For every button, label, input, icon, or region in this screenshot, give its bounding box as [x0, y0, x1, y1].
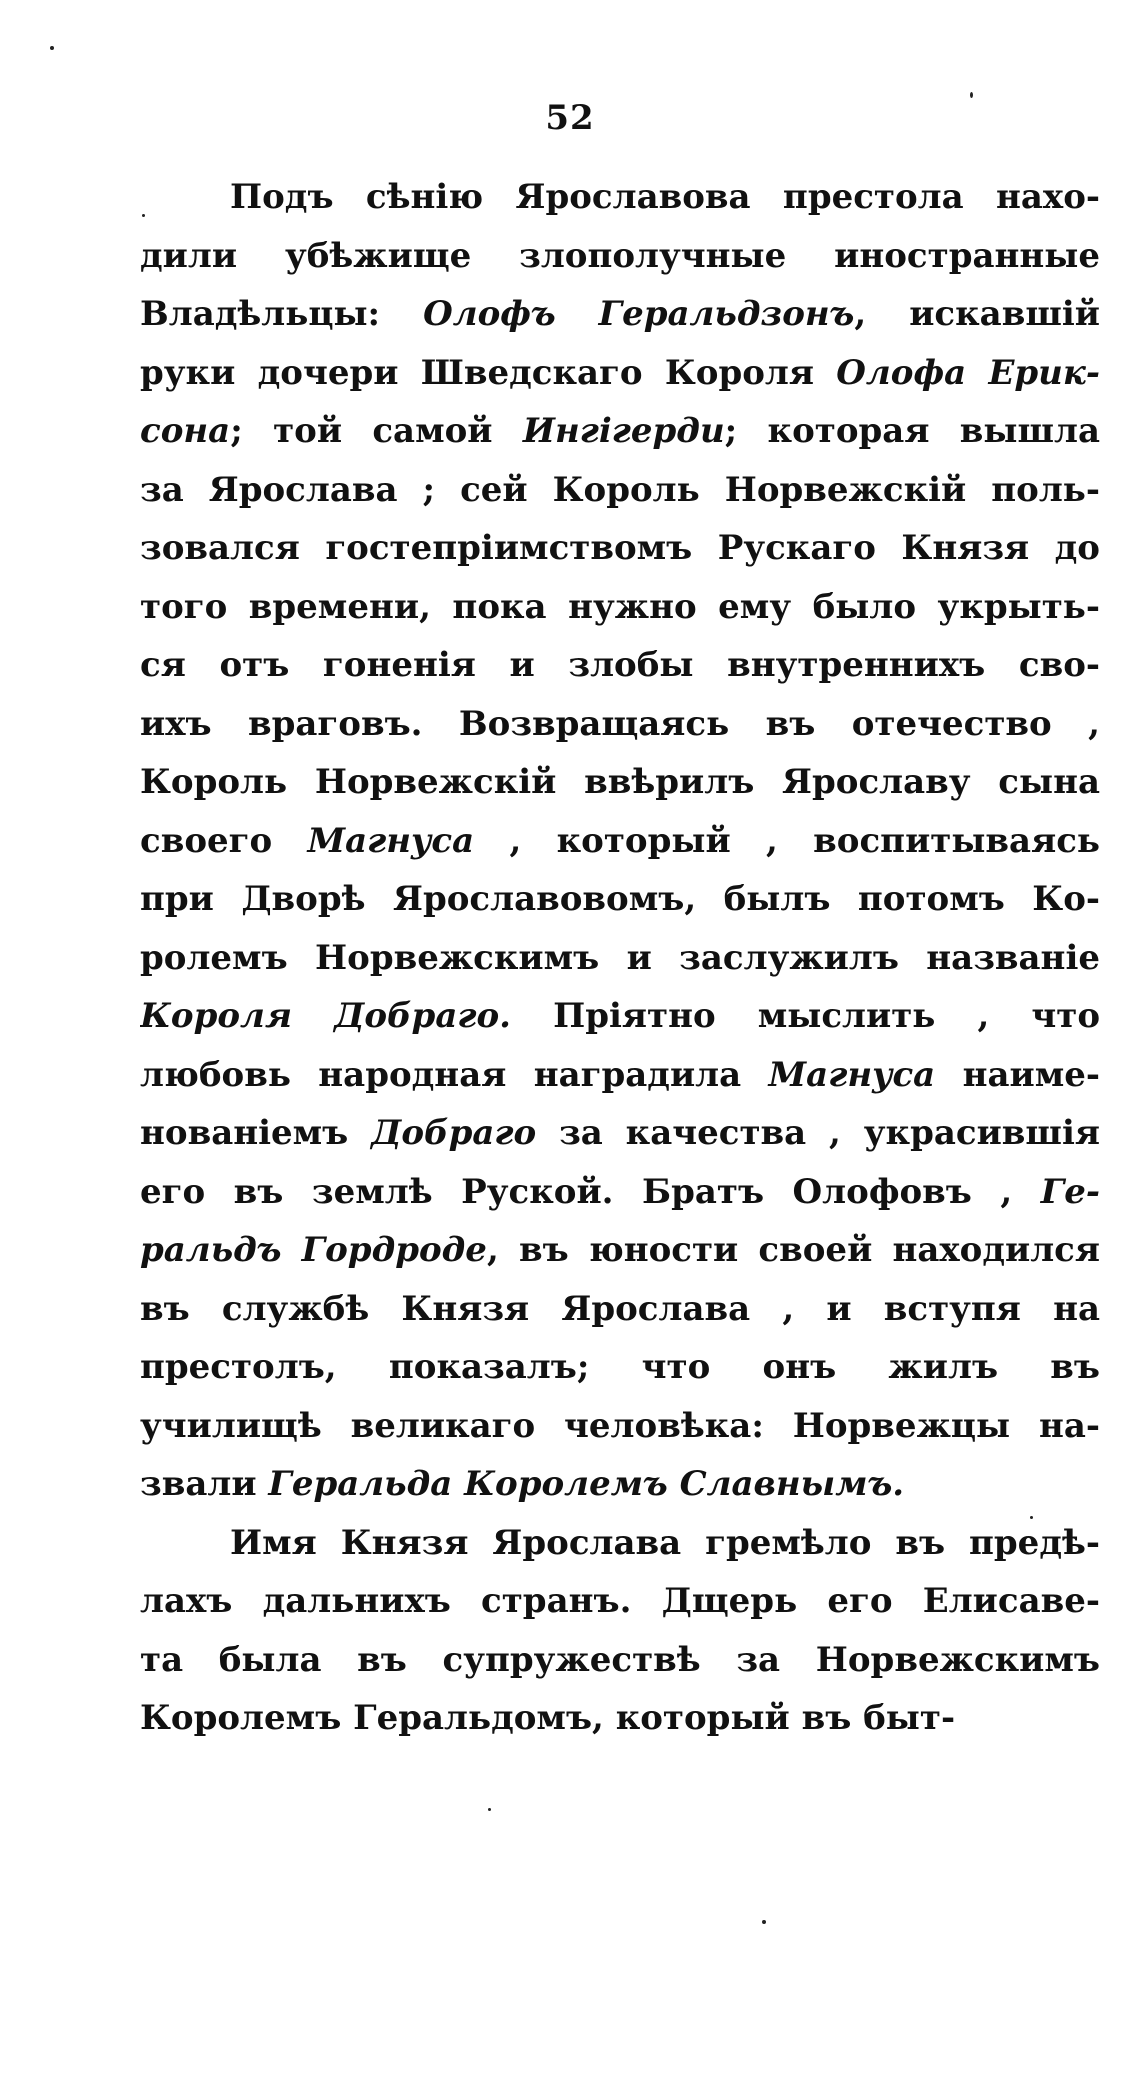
text-segment: своего: [140, 820, 308, 861]
scan-speck: [142, 214, 145, 217]
text-segment: , искавшій: [854, 294, 1100, 334]
text-segment: ролемъ Норвежскимъ и заслужилъ названіе: [140, 937, 1100, 978]
text-line: [140, 1631, 1100, 1690]
text-line: [140, 1689, 1100, 1748]
text-segment: , который , воспитываясь: [474, 820, 1100, 861]
text-line: [140, 1338, 1100, 1397]
text-segment: Королемъ Геральдомъ, который въ быт-: [140, 1698, 956, 1738]
text-line: [140, 812, 1100, 871]
text-segment: за качества , украсившія: [536, 1113, 1100, 1153]
italic-name: Магнуса: [768, 1054, 936, 1095]
text-segment: лахъ дальнихъ странъ. Дщерь его Елисаве-: [140, 1581, 1100, 1621]
italic-name: Ингігерди: [522, 411, 725, 451]
text-segment: за Ярослава ; сей Король Норвежскій поль-: [140, 469, 1100, 510]
italic-name: ральдъ Гордроде: [140, 1230, 487, 1270]
text-segment: любовь народная наградила: [140, 1054, 769, 1095]
text-segment: въ службѣ Князя Ярослава , и вступя на: [140, 1288, 1100, 1329]
scan-speck: [970, 92, 973, 98]
italic-name: Олофъ Геральдзонъ: [423, 294, 855, 334]
text-line: [140, 695, 1100, 754]
scan-speck: [1030, 1516, 1033, 1519]
scan-speck: [50, 46, 54, 50]
text-segment: ; которая вышла: [724, 411, 1100, 451]
text-line: [140, 1397, 1100, 1456]
scan-speck: [488, 1808, 491, 1811]
text-segment: ; той самой: [230, 411, 523, 451]
text-segment: зовался гостепріимствомъ Рускаго Князя до: [140, 528, 1100, 568]
text-line: [140, 987, 1100, 1046]
text-line: [140, 1572, 1100, 1631]
text-line: [140, 1163, 1100, 1222]
text-line: [140, 1280, 1100, 1339]
text-line: [140, 168, 1100, 227]
text-line: [140, 519, 1100, 578]
text-segment: наиме-: [935, 1054, 1100, 1095]
text-segment: ихъ враговъ. Возвращаясь въ отечество ,: [140, 703, 1100, 744]
text-line: [140, 1514, 1100, 1573]
text-line: [140, 1221, 1100, 1280]
text-line: [140, 636, 1100, 695]
text-line: [140, 227, 1100, 286]
scan-speck: [762, 1920, 766, 1924]
text-segment: руки дочери Шведскаго Короля: [140, 352, 837, 393]
text-segment: дили убѣжище злополучные иностранные: [140, 235, 1100, 276]
text-line: [140, 461, 1100, 520]
text-line: [140, 870, 1100, 929]
text-line: [140, 1455, 1100, 1514]
italic-name: сона: [140, 411, 231, 451]
text-line: [140, 929, 1100, 988]
text-line: [140, 285, 1100, 344]
text-segment: престолъ, показалъ; что онъ жилъ въ: [140, 1347, 1100, 1387]
text-segment: звали: [140, 1464, 269, 1504]
text-segment: , въ юности своей находился: [486, 1230, 1100, 1270]
page-number: 52: [545, 98, 595, 138]
text-segment: Владѣльцы:: [140, 294, 424, 334]
text-segment: Король Норвежскій ввѣрилъ Ярославу сына: [140, 762, 1100, 802]
text-segment: того времени, пока нужно ему было укрыть-: [140, 586, 1100, 627]
text-line: [140, 1046, 1100, 1105]
text-segment: ся отъ гоненія и злобы внутреннихъ сво-: [140, 645, 1100, 685]
text-line: [140, 578, 1100, 637]
text-line: [140, 344, 1100, 403]
text-segment: нованіемъ: [140, 1113, 372, 1153]
text-line: [140, 402, 1100, 461]
text-segment: его въ землѣ Руской. Братъ Олофовъ ,: [140, 1171, 1041, 1212]
text-segment: Пріятно мыслить , что: [511, 996, 1100, 1036]
text-line: [140, 753, 1100, 812]
italic-name: Магнуса: [307, 820, 475, 861]
text-segment: при Дворѣ Ярославовомъ, былъ потомъ Ко-: [140, 879, 1100, 919]
text-segment: Подъ сѣнію Ярославова престола нахо-: [230, 177, 1100, 217]
italic-name: Короля Добраго.: [140, 996, 511, 1036]
text-segment: Имя Князя Ярослава гремѣло въ предѣ-: [230, 1522, 1100, 1563]
body-text: [140, 168, 1100, 1748]
italic-name: Олофа Ерик-: [836, 352, 1100, 393]
text-line: [140, 1104, 1100, 1163]
text-segment: та была въ супружествѣ за Норвежскимъ: [140, 1639, 1100, 1680]
italic-name: Добраго: [371, 1113, 537, 1153]
italic-name: Ге-: [1040, 1171, 1100, 1212]
text-segment: училищѣ великаго человѣка: Норвежцы на-: [140, 1405, 1100, 1446]
italic-name: Геральда Королемъ Славнымъ.: [268, 1464, 905, 1504]
